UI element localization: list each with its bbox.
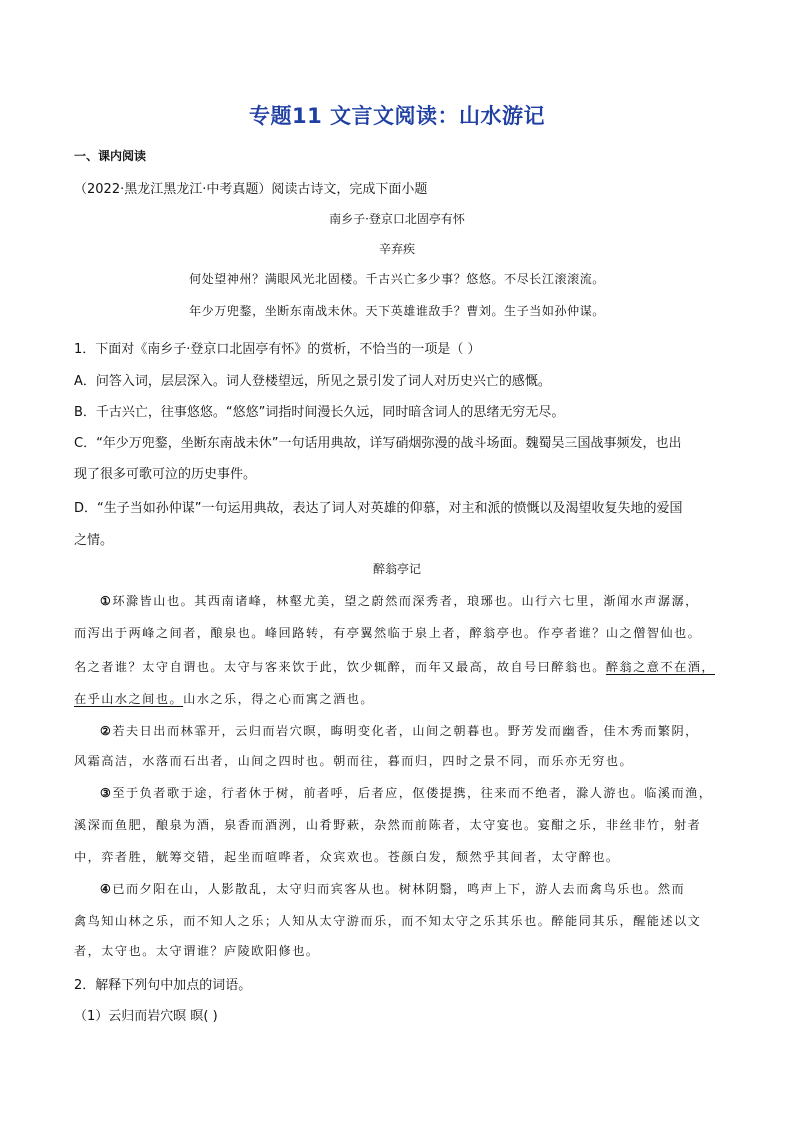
paragraph-text: 名之者谁？太守自谓也。太守与客来饮于此，饮少辄醉，而年又最高，故自号曰醉翁也。 [74,660,606,674]
paragraph-number: ④ [100,882,113,896]
essay-paragraph-1-line-1 [100,592,699,609]
essay-paragraph-2-line-1 [100,722,699,739]
paragraph-text: 至于负者歌于途，行者休于树，前者呼，后者应，伛偻提携，往来而不绝者，滁人游也。临溪而渔， [112,786,713,800]
question-1-option-d-cont: 之情。 [74,533,114,548]
poem-line-2: 年少万兜鍪，坐断东南战未休。天下英雄谁敌手？曹刘。生子当如孙仲谋。 [189,304,605,318]
poem-line-1: 何处望神州？满眼风光北固楼。千古兴亡多少事？悠悠。不尽长江滚滚流。 [189,272,605,286]
essay-title: 醉翁亭记 [372,562,421,576]
essay-paragraph-1-line-4 [74,690,374,707]
question-2-stem: 2．解释下列句中加点的词语。 [74,978,252,993]
paragraph-number: ① [100,594,113,608]
poem-author: 辛弃疾 [378,242,415,256]
essay-paragraph-1-line-3 [74,658,715,675]
essay-paragraph-2-line-2: 风霜高洁，水落而石出者，山间之四时也。朝而往，暮而归，四时之景不同，而乐亦无穷也。 [74,754,634,768]
paragraph-text: 已而夕阳在山，人影散乱，太守归而宾客从也。树林阴翳，鸣声上下，游人去而禽鸟乐也。然而 [112,882,686,896]
essay-paragraph-4-line-1 [100,880,685,897]
paragraph-text: 山水之乐，得之心而寓之酒也。 [183,692,375,706]
question-1-option-b: B．千古兴亡，往事悠悠。“悠悠”词指时间漫长久远，同时暗含词人的思绪无穷无尽。 [74,405,565,420]
poem-title: 南乡子·登京口北固亭有怀 [329,212,465,226]
underlined-sentence: 醉翁之意不在酒， [605,660,715,674]
essay-paragraph-1-line-2: 而泻出于两峰之间者，酿泉也。峰回路转，有亭翼然临于泉上者，醉翁亭也。作亭者谁？山之僧智仙也。 [74,626,702,640]
paragraph-number: ② [100,724,113,738]
paragraph-text: 环滁皆山也。其西南诸峰，林壑尤美，望之蔚然而深秀者，琅琊也。山行六七里，渐闻水声潺潺， [112,594,699,608]
essay-paragraph-3-line-3: 中，弈者胜，觥筹交错，起坐而喧哗者，众宾欢也。苍颜白发，颓然乎其间者，太守醉也。 [74,850,620,864]
section-heading: 一、课内阅读 [74,149,147,163]
question-1-stem: 1．下面对《南乡子·登京口北固亭有怀》的赏析，不恰当的一项是（ ） [74,342,481,357]
question-1-option-a: A．问答入词，层层深入。词人登楼望远，所见之景引发了词人对历史兴亡的感慨。 [74,374,551,389]
question-1-option-c-cont: 现了很多可歌可泣的历史事件。 [74,467,257,482]
question-1-option-d: D．“生子当如孙仲谋”一句运用典故，表达了词人对英雄的仰慕，对主和派的愤慨以及渴望收复失地的爱国 [74,501,683,516]
question-2-item-1: （1）云归而岩穴暝 暝( ) [74,1009,218,1024]
question-1-option-c: C．“年少万兜鍪，坐断东南战未休”一句话用典故，详写硝烟弥漫的战斗场面。魏蜀吴三国战事频发，也出 [74,436,682,451]
source-line: （2022·黑龙江黑龙江·中考真题）阅读古诗文，完成下面小题 [74,182,428,197]
page-title: 专题11 文言文阅读：山水游记 [248,104,546,128]
essay-paragraph-4-line-2: 禽鸟知山林之乐，而不知人之乐；人知从太守游而乐，而不知太守之乐其乐也。醉能同其乐，醒能述以文 [74,914,702,928]
paragraph-number: ③ [100,786,113,800]
essay-paragraph-3-line-2: 溪深而鱼肥，酿泉为酒，泉香而酒洌，山肴野蔌，杂然而前陈者，太守宴也。宴酣之乐，非丝非竹，射者 [74,818,702,832]
underlined-sentence: 在乎山水之间也。 [74,692,184,706]
essay-paragraph-3-line-1 [100,784,712,801]
paragraph-text: 若夫日出而林霏开，云归而岩穴暝，晦明变化者，山间之朝暮也。野芳发而幽香，佳木秀而繁阴， [112,724,699,738]
essay-paragraph-4-line-3: 者，太守也。太守谓谁？庐陵欧阳修也。 [74,944,320,958]
